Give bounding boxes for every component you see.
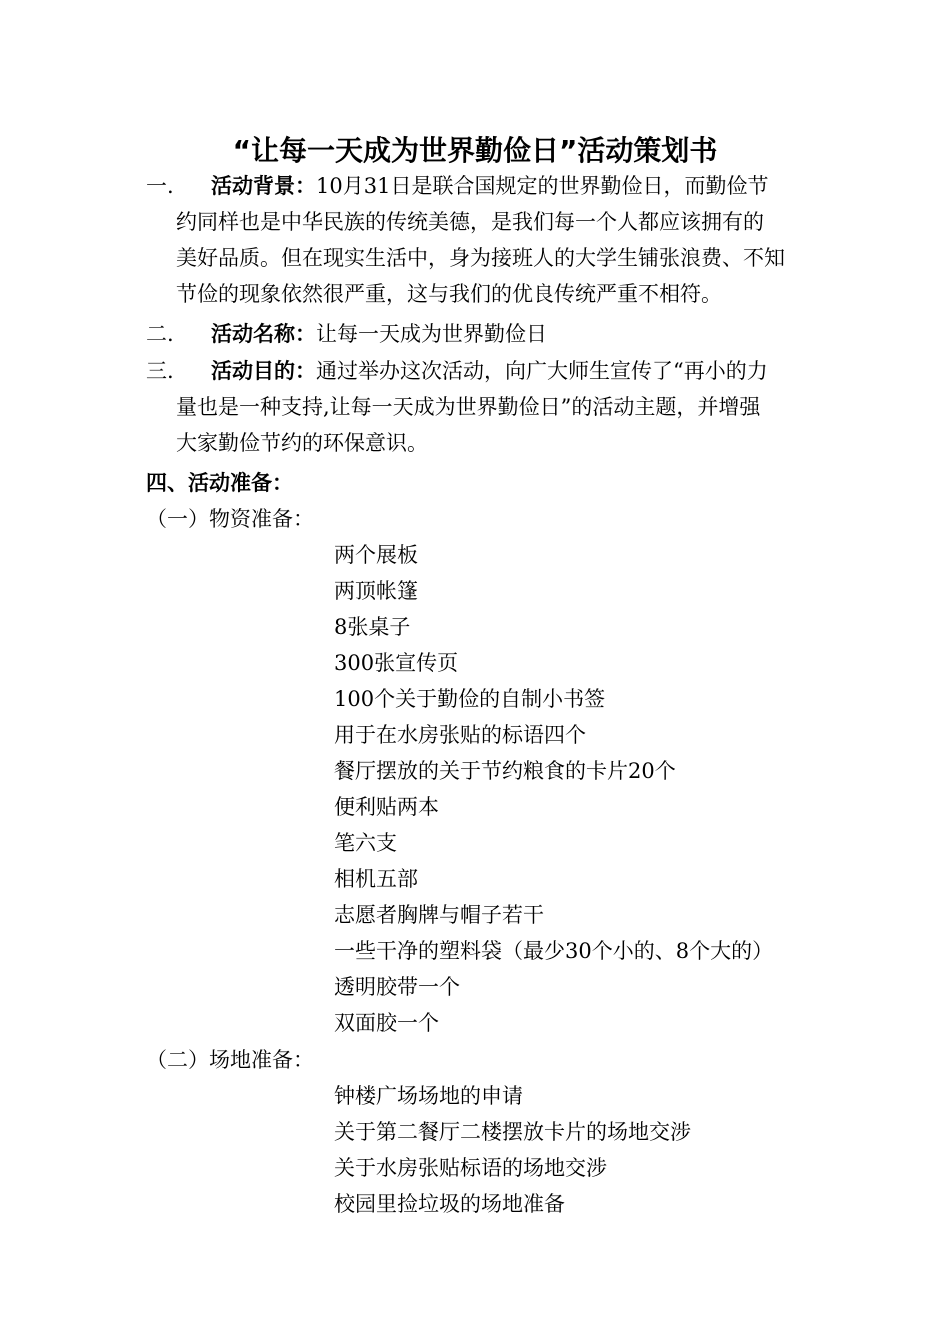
section-label: 活动名称： <box>211 322 316 346</box>
materials-list <box>334 537 773 1041</box>
list-item: 用于在水房张贴的标语四个 <box>334 723 586 747</box>
list-item: 志愿者胸牌与帽子若干 <box>334 903 544 927</box>
list-item: 钟楼广场场地的申请 <box>334 1084 523 1108</box>
list-item: 相机五部 <box>334 867 418 891</box>
section-background <box>146 168 810 312</box>
list-item: 餐厅摆放的关于节约粮食的卡片20个 <box>334 759 676 783</box>
venue-heading: （二）场地准备： <box>146 1048 314 1072</box>
paragraph-line: 通过举办这次活动，向广大师生宣传了“再小的力 <box>316 359 768 383</box>
paragraph-line: 节俭的现象依然很严重，这与我们的优良传统严重不相符。 <box>176 282 722 306</box>
paragraph-line: 大家勤俭节约的环保意识。 <box>176 431 428 455</box>
paragraph-line: 约同样也是中华民族的传统美德，是我们每一个人都应该拥有的 <box>176 210 764 234</box>
paragraph-line: 美好品质。但在现实生活中，身为接班人的大学生铺张浪费、不知 <box>176 246 785 270</box>
list-item: 透明胶带一个 <box>334 975 460 999</box>
list-item: 8张桌子 <box>334 615 411 639</box>
document-title: “让每一天成为世界勤俭日”活动策划书 <box>232 134 718 167</box>
list-item: 一些干净的塑料袋（最少30个小的、8个大的） <box>334 939 774 963</box>
list-item: 校园里捡垃圾的场地准备 <box>334 1192 565 1216</box>
section-label: 活动目的： <box>211 359 316 383</box>
section-number: 二. <box>146 322 174 346</box>
section-number: 一. <box>146 174 174 198</box>
paragraph-line: 量也是一种支持,让每一天成为世界勤俭日”的活动主题，并增强 <box>176 395 761 419</box>
list-item: 双面胶一个 <box>334 1011 439 1035</box>
section-purpose <box>146 353 810 461</box>
materials-heading: （一）物资准备： <box>146 507 314 531</box>
section-name <box>146 316 810 352</box>
list-item: 笔六支 <box>334 831 397 855</box>
section-label: 活动背景： <box>211 174 316 198</box>
venue-list <box>334 1078 691 1222</box>
section-text: 让每一天成为世界勤俭日 <box>316 322 547 346</box>
paragraph-line: 10月31日是联合国规定的世界勤俭日，而勤俭节 <box>316 174 769 198</box>
list-item: 300张宣传页 <box>334 651 459 675</box>
list-item: 关于第二餐厅二楼摆放卡片的场地交涉 <box>334 1120 691 1144</box>
list-item: 关于水房张贴标语的场地交涉 <box>334 1156 607 1180</box>
list-item: 便利贴两本 <box>334 795 439 819</box>
section-preparation-heading: 四、活动准备： <box>146 471 293 495</box>
section-number: 三. <box>146 359 174 383</box>
list-item: 两个展板 <box>334 543 418 567</box>
list-item: 两顶帐篷 <box>334 579 418 603</box>
list-item: 100个关于勤俭的自制小书签 <box>334 687 606 711</box>
